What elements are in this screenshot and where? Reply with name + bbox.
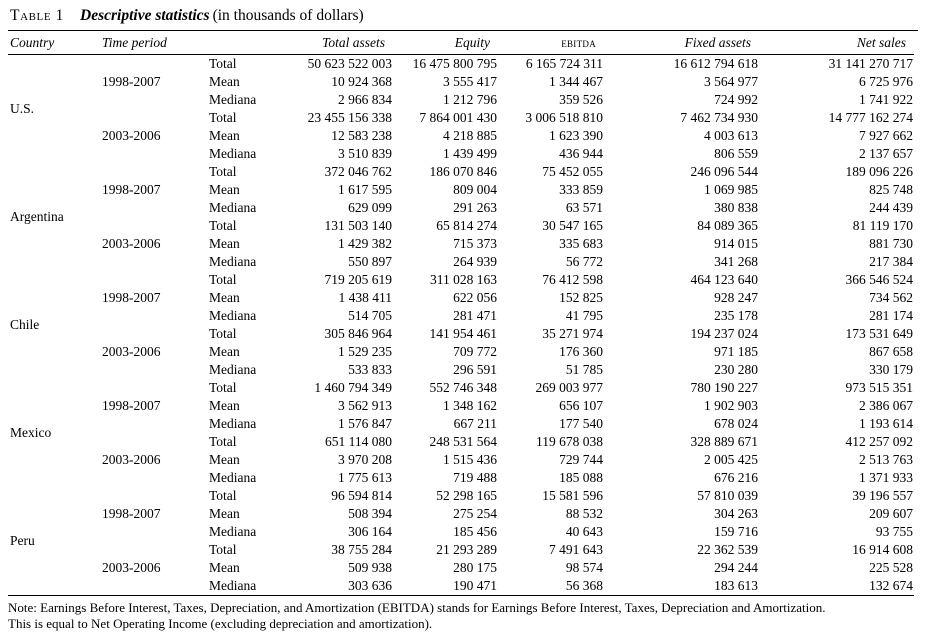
table-header-row [8, 31, 914, 55]
value-cell: 7 864 001 430 [419, 110, 497, 125]
value-cell: 514 705 [348, 308, 392, 323]
stat-label: Total [209, 164, 237, 179]
value-cell: 973 515 351 [845, 380, 913, 395]
col-header-net-sales: Net sales [759, 31, 914, 55]
value-cell: 76 412 598 [542, 272, 603, 287]
value-cell: 719 205 619 [324, 272, 392, 287]
stat-label: Mediana [209, 470, 257, 485]
stat-label: Total [209, 110, 237, 125]
value-cell: 1 069 985 [704, 182, 758, 197]
stat-label: Total [209, 488, 237, 503]
value-cell: 50 623 522 003 [307, 56, 392, 71]
time-period-label: 1998-2007 [102, 182, 161, 197]
value-cell: 235 178 [714, 308, 758, 323]
value-cell: 159 716 [714, 524, 758, 539]
value-cell: 1 348 162 [443, 398, 497, 413]
time-period-label: 2003-2006 [102, 236, 161, 251]
value-cell: 93 755 [875, 524, 913, 539]
value-cell: 1 439 499 [443, 146, 497, 161]
value-cell: 16 914 608 [852, 542, 913, 557]
country-label: Mexico [10, 425, 52, 440]
value-cell: 52 298 165 [436, 488, 497, 503]
value-cell: 56 772 [565, 254, 603, 269]
value-cell: 4 218 885 [443, 128, 497, 143]
value-cell: 183 613 [714, 578, 758, 593]
value-cell: 189 096 226 [845, 164, 913, 179]
value-cell: 464 123 640 [690, 272, 758, 287]
value-cell: 366 546 524 [845, 272, 913, 287]
value-cell: 709 772 [453, 344, 497, 359]
value-cell: 7 491 643 [549, 542, 603, 557]
value-cell: 38 755 284 [331, 542, 392, 557]
value-cell: 225 528 [869, 560, 913, 575]
stat-label: Total [209, 542, 237, 557]
value-cell: 152 825 [559, 290, 603, 305]
value-cell: 2 137 657 [859, 146, 913, 161]
table-row [8, 541, 914, 559]
table-row [8, 217, 914, 235]
value-cell: 217 384 [869, 254, 913, 269]
stat-label: Total [209, 326, 237, 341]
value-cell: 22 362 539 [697, 542, 758, 557]
value-cell: 119 678 038 [536, 434, 603, 449]
stat-label: Mean [209, 128, 240, 143]
time-period-label: 1998-2007 [102, 290, 161, 305]
value-cell: 928 247 [714, 290, 758, 305]
value-cell: 1 576 847 [338, 416, 392, 431]
value-cell: 328 889 671 [690, 434, 758, 449]
col-header-stat [205, 31, 293, 55]
value-cell: 1 212 796 [443, 92, 497, 107]
value-cell: 98 574 [565, 560, 603, 575]
value-cell: 867 658 [869, 344, 913, 359]
table-row [8, 487, 914, 505]
value-cell: 509 938 [348, 560, 392, 575]
country-label: Peru [10, 533, 35, 548]
value-cell: 656 107 [559, 398, 603, 413]
value-cell: 550 897 [348, 254, 392, 269]
stat-label: Mean [209, 344, 240, 359]
value-cell: 1 193 614 [859, 416, 913, 431]
stat-label: Mediana [209, 92, 257, 107]
table-row [8, 271, 914, 289]
table-title: Descriptive statistics [80, 7, 210, 24]
stat-label: Total [209, 434, 237, 449]
value-cell: 15 581 596 [542, 488, 603, 503]
col-header-ebitda: ebitda [498, 31, 604, 55]
value-cell: 132 674 [869, 578, 913, 593]
col-header-total-assets: Total assets [293, 31, 393, 55]
table-row [8, 433, 914, 451]
value-cell: 264 939 [453, 254, 497, 269]
value-cell: 244 439 [869, 200, 913, 215]
value-cell: 1 775 613 [338, 470, 392, 485]
value-cell: 185 456 [453, 524, 497, 539]
value-cell: 305 846 964 [324, 326, 392, 341]
table-caption [8, 4, 918, 31]
value-cell: 724 992 [714, 92, 758, 107]
table-body [8, 55, 914, 596]
value-cell: 629 099 [348, 200, 392, 215]
time-period-label: 2003-2006 [102, 452, 161, 467]
value-cell: 533 833 [348, 362, 392, 377]
stat-label: Mediana [209, 146, 257, 161]
table-row [8, 163, 914, 181]
value-cell: 667 211 [453, 416, 497, 431]
value-cell: 552 746 348 [429, 380, 497, 395]
value-cell: 12 583 238 [331, 128, 392, 143]
value-cell: 3 562 913 [338, 398, 392, 413]
value-cell: 6 725 976 [859, 74, 913, 89]
value-cell: 304 263 [714, 506, 758, 521]
value-cell: 296 591 [453, 362, 497, 377]
value-cell: 734 562 [869, 290, 913, 305]
descriptive-statistics-table [8, 31, 914, 596]
stat-label: Total [209, 218, 237, 233]
table-title-suffix: (in thousands of dollars) [212, 7, 364, 24]
value-cell: 372 046 762 [324, 164, 392, 179]
value-cell: 96 594 814 [331, 488, 392, 503]
stat-label: Total [209, 380, 237, 395]
value-cell: 177 540 [559, 416, 603, 431]
stat-label: Mediana [209, 524, 257, 539]
value-cell: 1 515 436 [443, 452, 497, 467]
value-cell: 39 196 557 [852, 488, 913, 503]
value-cell: 84 089 365 [697, 218, 758, 233]
value-cell: 31 141 270 717 [828, 56, 913, 71]
time-period-label: 2003-2006 [102, 128, 161, 143]
value-cell: 1 429 382 [338, 236, 392, 251]
value-cell: 230 280 [714, 362, 758, 377]
value-cell: 311 028 163 [430, 272, 497, 287]
value-cell: 269 003 977 [535, 380, 603, 395]
value-cell: 51 785 [565, 362, 603, 377]
table-row [8, 109, 914, 127]
value-cell: 3 510 839 [338, 146, 392, 161]
value-cell: 131 503 140 [324, 218, 392, 233]
value-cell: 2 513 763 [859, 452, 913, 467]
time-period-label: 1998-2007 [102, 74, 161, 89]
value-cell: 65 814 274 [436, 218, 497, 233]
value-cell: 333 859 [559, 182, 603, 197]
value-cell: 1 623 390 [549, 128, 603, 143]
stat-label: Mean [209, 236, 240, 251]
value-cell: 2 386 067 [859, 398, 913, 413]
value-cell: 173 531 649 [845, 326, 913, 341]
value-cell: 508 394 [348, 506, 392, 521]
col-header-fixed-assets: Fixed assets [604, 31, 759, 55]
stat-label: Mediana [209, 254, 257, 269]
value-cell: 719 488 [453, 470, 497, 485]
value-cell: 1 460 794 349 [314, 380, 392, 395]
value-cell: 306 164 [348, 524, 392, 539]
value-cell: 40 643 [565, 524, 603, 539]
stat-label: Mediana [209, 416, 257, 431]
value-cell: 303 636 [348, 578, 392, 593]
value-cell: 881 730 [869, 236, 913, 251]
value-cell: 2 005 425 [704, 452, 758, 467]
value-cell: 1 344 467 [549, 74, 603, 89]
value-cell: 141 954 461 [429, 326, 497, 341]
time-period-label: 1998-2007 [102, 506, 161, 521]
value-cell: 281 471 [453, 308, 497, 323]
table-number-label: Table 1 [10, 7, 65, 24]
value-cell: 190 471 [453, 578, 497, 593]
value-cell: 3 006 518 810 [525, 110, 603, 125]
value-cell: 3 564 977 [704, 74, 758, 89]
col-header-country: Country [8, 31, 100, 55]
value-cell: 176 360 [559, 344, 603, 359]
value-cell: 729 744 [559, 452, 603, 467]
table-row [8, 325, 914, 343]
value-cell: 971 185 [714, 344, 758, 359]
value-cell: 30 547 165 [542, 218, 603, 233]
stat-label: Mean [209, 560, 240, 575]
value-cell: 678 024 [714, 416, 758, 431]
value-cell: 780 190 227 [690, 380, 758, 395]
value-cell: 16 475 800 795 [412, 56, 497, 71]
value-cell: 380 838 [714, 200, 758, 215]
value-cell: 23 455 156 338 [307, 110, 392, 125]
value-cell: 291 263 [453, 200, 497, 215]
value-cell: 341 268 [714, 254, 758, 269]
stat-label: Mean [209, 398, 240, 413]
value-cell: 75 452 055 [542, 164, 603, 179]
value-cell: 81 119 170 [852, 218, 913, 233]
value-cell: 280 175 [453, 560, 497, 575]
stat-label: Mean [209, 182, 240, 197]
value-cell: 1 902 903 [704, 398, 758, 413]
value-cell: 10 924 368 [331, 74, 392, 89]
value-cell: 88 532 [565, 506, 603, 521]
value-cell: 7 462 734 930 [680, 110, 758, 125]
value-cell: 275 254 [453, 506, 497, 521]
value-cell: 1 438 411 [338, 290, 392, 305]
time-period-label: 2003-2006 [102, 344, 161, 359]
value-cell: 21 293 289 [436, 542, 497, 557]
value-cell: 335 683 [559, 236, 603, 251]
value-cell: 16 612 794 618 [673, 56, 758, 71]
value-cell: 676 216 [714, 470, 758, 485]
value-cell: 359 526 [559, 92, 603, 107]
stat-label: Mean [209, 290, 240, 305]
value-cell: 35 271 974 [542, 326, 603, 341]
value-cell: 248 531 564 [429, 434, 497, 449]
value-cell: 1 617 595 [338, 182, 392, 197]
value-cell: 651 114 080 [325, 434, 392, 449]
value-cell: 1 371 933 [859, 470, 913, 485]
value-cell: 209 607 [869, 506, 913, 521]
value-cell: 56 368 [565, 578, 603, 593]
col-header-time-period: Time period [100, 31, 205, 55]
col-header-equity: Equity [393, 31, 498, 55]
value-cell: 57 810 039 [697, 488, 758, 503]
note-line-2: This is equal to Net Operating Income (excluding depreciation and amortization). [8, 616, 433, 631]
value-cell: 715 373 [453, 236, 497, 251]
value-cell: 41 795 [565, 308, 603, 323]
value-cell: 436 944 [559, 146, 603, 161]
stat-label: Total [209, 272, 237, 287]
value-cell: 806 559 [714, 146, 758, 161]
table-note [8, 596, 921, 632]
table-row [8, 55, 914, 74]
value-cell: 330 179 [869, 362, 913, 377]
value-cell: 63 571 [565, 200, 603, 215]
stat-label: Total [209, 56, 237, 71]
value-cell: 246 096 544 [690, 164, 758, 179]
time-period-label: 1998-2007 [102, 398, 161, 413]
value-cell: 3 555 417 [443, 74, 497, 89]
value-cell: 194 237 024 [690, 326, 758, 341]
value-cell: 1 529 235 [338, 344, 392, 359]
value-cell: 1 741 922 [859, 92, 913, 107]
stat-label: Mediana [209, 308, 257, 323]
country-label: U.S. [10, 101, 35, 116]
value-cell: 914 015 [714, 236, 758, 251]
value-cell: 6 165 724 311 [525, 56, 603, 71]
value-cell: 3 970 208 [338, 452, 392, 467]
value-cell: 412 257 092 [845, 434, 913, 449]
stat-label: Mean [209, 506, 240, 521]
value-cell: 294 244 [714, 560, 758, 575]
stat-label: Mean [209, 452, 240, 467]
stat-label: Mean [209, 74, 240, 89]
value-cell: 186 070 846 [429, 164, 497, 179]
stat-label: Mediana [209, 200, 257, 215]
value-cell: 622 056 [453, 290, 497, 305]
country-label: Chile [10, 317, 40, 332]
note-line-1: Note: Earnings Before Interest, Taxes, Depreciation, and Amortization (EBITDA) stands for Earnings Before Interest, Taxes, Depreciation and Amortization. [8, 600, 826, 615]
value-cell: 185 088 [559, 470, 603, 485]
value-cell: 4 003 613 [704, 128, 758, 143]
time-period-label: 2003-2006 [102, 560, 161, 575]
value-cell: 825 748 [869, 182, 913, 197]
value-cell: 2 966 834 [338, 92, 392, 107]
stat-label: Mediana [209, 362, 257, 377]
stat-label: Mediana [209, 578, 257, 593]
value-cell: 281 174 [869, 308, 913, 323]
country-label: Argentina [10, 209, 64, 224]
table-row [8, 379, 914, 397]
value-cell: 14 777 162 274 [828, 110, 913, 125]
value-cell: 809 004 [453, 182, 497, 197]
value-cell: 7 927 662 [859, 128, 913, 143]
